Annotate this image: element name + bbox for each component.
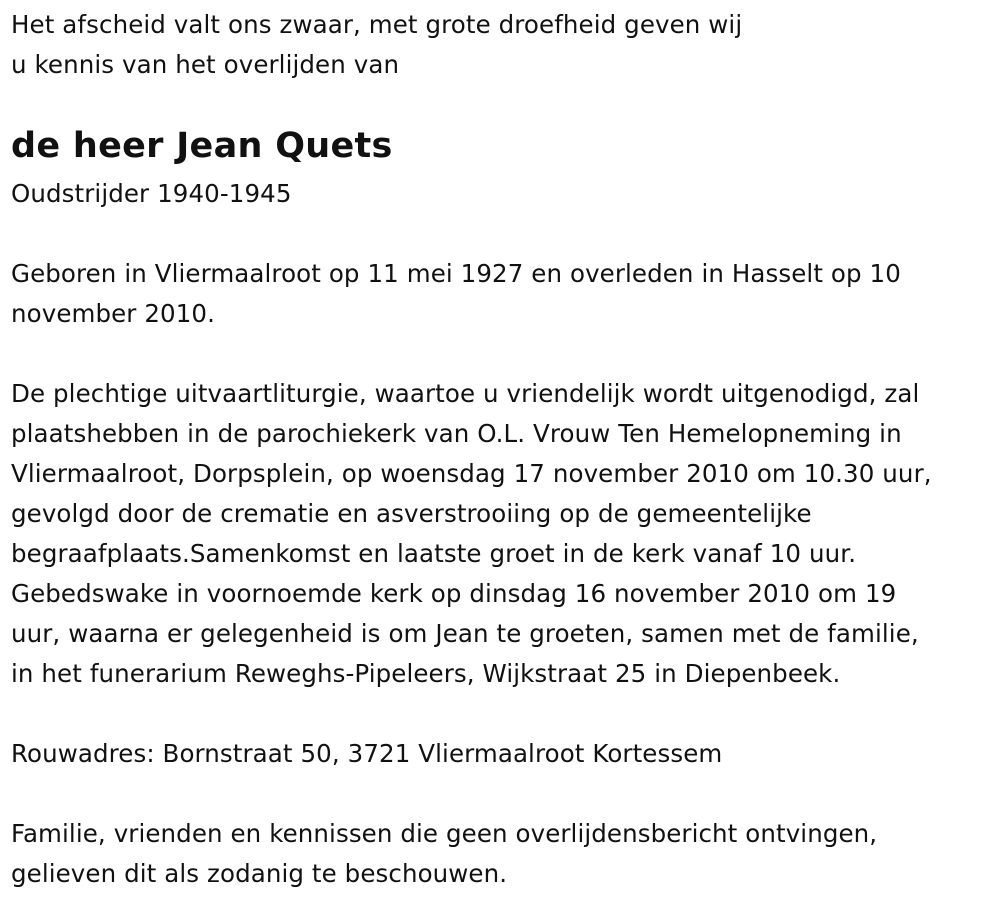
birth-death-line-1: Geboren in Vliermaalroot op 11 mei 1927 en overleden in Hasselt op 10 (11, 259, 901, 288)
intro-line-1: Het afscheid valt ons zwaar, met grote droefheid geven wij (11, 10, 743, 39)
birth-death-line-2: november 2010. (11, 299, 215, 328)
ceremony-line-4: gevolgd door de crematie en asverstrooiing op de gemeentelijke (11, 499, 812, 528)
closing-line-2: gelieven dit als zodanig te beschouwen. (11, 859, 508, 888)
ceremony-line-1: De plechtige uitvaartliturgie, waartoe u vriendelijk wordt uitgenodigd, zal (11, 379, 920, 408)
deceased-subtitle: Oudstrijder 1940-1945 (11, 179, 292, 208)
deceased-name: de heer Jean Quets (11, 126, 393, 166)
closing-line-1: Familie, vrienden en kennissen die geen overlijdensbericht ontvingen, (11, 819, 878, 848)
ceremony-line-2: plaatshebben in de parochiekerk van O.L. Vrouw Ten Hemelopneming in (11, 419, 902, 448)
ceremony-line-5: begraafplaats.Samenkomst en laatste groet in de kerk vanaf 10 uur. (11, 539, 857, 568)
ceremony-line-7: uur, waarna er gelegenheid is om Jean te groeten, samen met de familie, (11, 619, 919, 648)
ceremony-line-3: Vliermaalroot, Dorpsplein, op woensdag 17 november 2010 om 10.30 uur, (11, 459, 932, 488)
ceremony-line-8: in het funerarium Reweghs-Pipeleers, Wijkstraat 25 in Diepenbeek. (11, 659, 841, 688)
mourning-address: Rouwadres: Bornstraat 50, 3721 Vliermaalroot Kortessem (11, 739, 723, 768)
ceremony-line-6: Gebedswake in voornoemde kerk op dinsdag 16 november 2010 om 19 (11, 579, 897, 608)
intro-line-2: u kennis van het overlijden van (11, 50, 400, 79)
